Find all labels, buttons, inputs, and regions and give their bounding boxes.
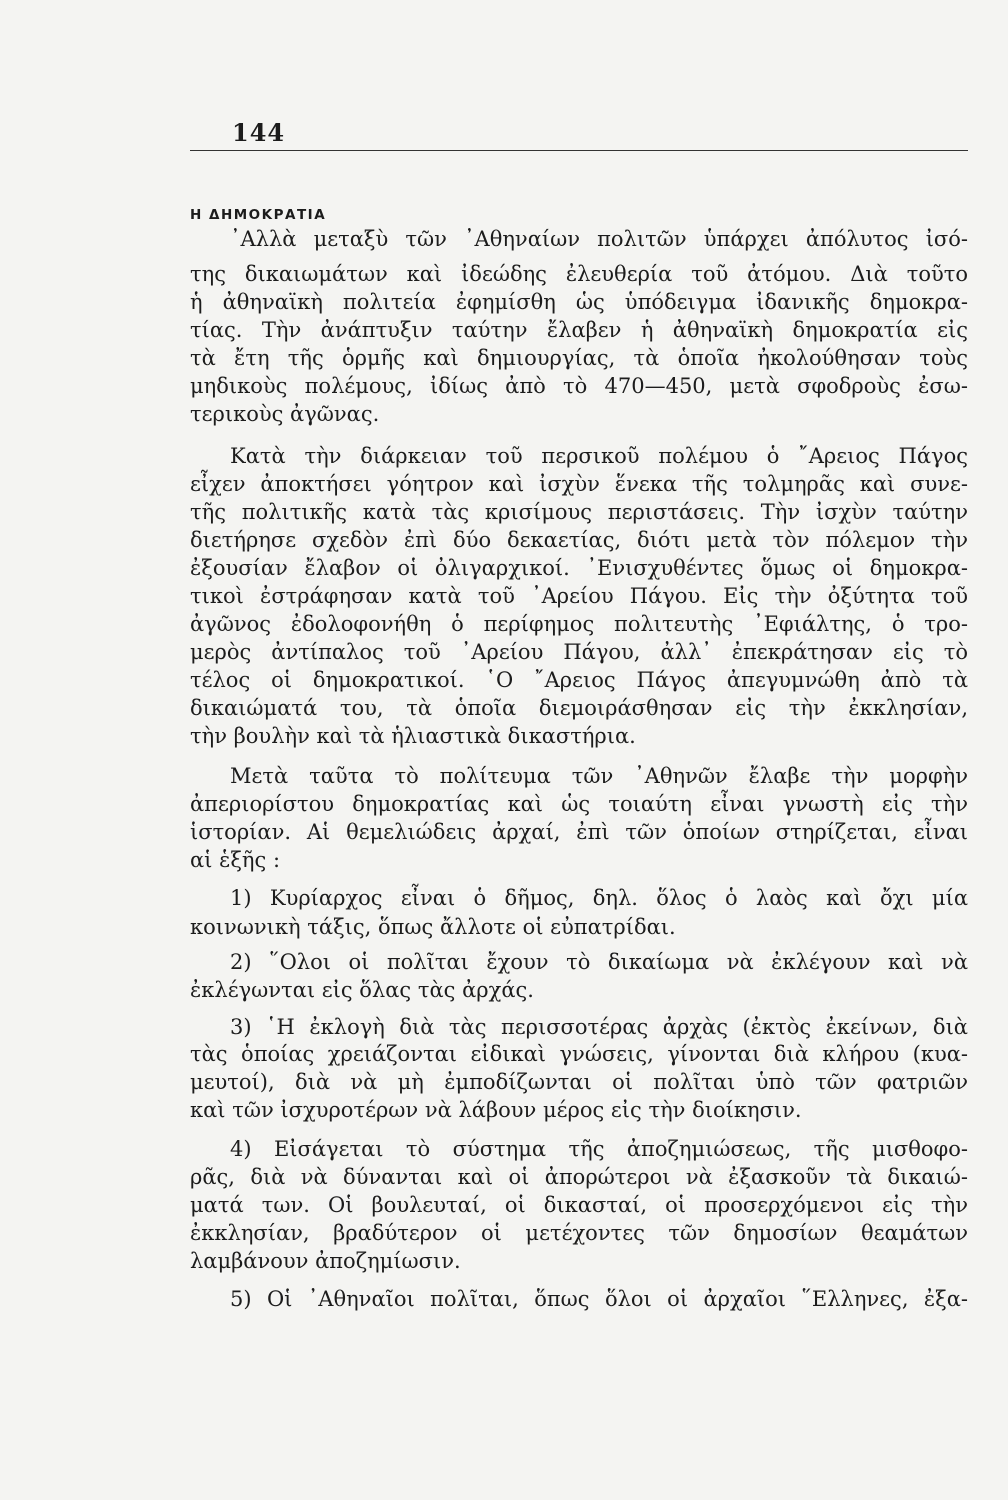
section-heading: Η ΔΗΜΟΚΡΑΤΙΑ [190, 207, 327, 223]
text-line: εἶχεν ἀποκτήσει γόητρον καὶ ἰσχὺν ἕνεκα τῆς τολμηρᾶς καὶ συνε- [190, 472, 968, 496]
text-line: διετήρησε σχεδὸν ἐπὶ δύο δεκαετίας, διότι μετὰ τὸν πόλεμον τὴν [190, 528, 968, 552]
text-line: 5) Οἱ ᾿Αθηναῖοι πολῖται, ὅπως ὅλοι οἱ ἀρχαῖοι ῞Ελληνες, ἐξα- [230, 1287, 968, 1311]
text-line: 3) ῾Η ἐκλογὴ διὰ τὰς περισσοτέρας ἀρχὰς (ἐκτὸς ἐκείνων, διὰ [230, 1015, 968, 1039]
text-line: τικοὶ ἐστράφησαν κατὰ τοῦ ᾿Αρείου Πάγου. Εἰς τὴν ὀξύτητα τοῦ [190, 584, 968, 608]
text-line: λαμβάνουν ἀποζημίωσιν. [190, 1249, 461, 1273]
text-line: 4) Εἰσάγεται τὸ σύστημα τῆς ἀποζημιώσεως, τῆς μισθοφο- [230, 1137, 968, 1161]
text-line: ἐξουσίαν ἔλαβον οἱ ὀλιγαρχικοί. ᾿Ενισχυθέντες ὅμως οἱ δημοκρα- [190, 556, 968, 580]
text-line: ἐκλέγωνται εἰς ὅλας τὰς ἀρχάς. [190, 978, 534, 1002]
text-line: τὰ ἔτη τῆς ὁρμῆς καὶ δημιουργίας, τὰ ὁποῖα ἠκολούθησαν τοὺς [190, 346, 968, 370]
text-line: μηδικοὺς πολέμους, ἰδίως ἀπὸ τὸ 470—450, μετὰ σφοδροὺς ἐσω- [190, 374, 968, 398]
text-line: τίας. Τὴν ἀνάπτυξιν ταύτην ἔλαβεν ἡ ἀθηναϊκὴ δημοκρατία εἰς [190, 318, 968, 342]
text-line: καὶ τῶν ἰσχυροτέρων νὰ λάβουν μέρος εἰς τὴν διοίκησιν. [190, 1098, 802, 1122]
text-line: τερικοὺς ἀγῶνας. [190, 402, 380, 426]
text-line: ἐκκλησίαν, βραδύτερον οἱ μετέχοντες τῶν δημοσίων θεαμάτων [190, 1221, 968, 1245]
text-line: μευτοί), διὰ νὰ μὴ ἐμποδίζωνται οἱ πολῖται ὑπὸ τῶν φατριῶν [190, 1070, 968, 1094]
text-line: Μετὰ ταῦτα τὸ πολίτευμα τῶν ᾿Αθηνῶν ἔλαβε τὴν μορφὴν [230, 764, 968, 788]
page-number: 144 [232, 118, 286, 147]
text-line: ἀγῶνος ἐδολοφονήθη ὁ περίφημος πολιτευτὴς ᾿Εφιάλτης, ὁ τρο- [190, 612, 968, 636]
text-line: δικαιώματά του, τὰ ὁποῖα διεμοιράσθησαν εἰς τὴν ἐκκλησίαν, [190, 696, 968, 720]
text-line: αἱ ἑξῆς : [190, 848, 281, 872]
text-line: ἀπεριορίστου δημοκρατίας καὶ ὡς τοιαύτη εἶναι γνωστὴ εἰς τὴν [190, 792, 968, 816]
header-rule [190, 150, 968, 151]
text-line: κοινωνικὴ τάξις, ὅπως ἄλλοτε οἱ εὐπατρίδαι. [190, 915, 676, 939]
text-line: ἱστορίαν. Αἱ θεμελιώδεις ἀρχαί, ἐπὶ τῶν ὁποίων στηρίζεται, εἶναι [190, 820, 968, 844]
text-line: ματά των. Οἱ βουλευταί, οἱ δικασταί, οἱ προσερχόμενοι εἰς τὴν [190, 1193, 968, 1217]
text-line: ρᾶς, διὰ νὰ δύνανται καὶ οἱ ἀπορώτεροι νὰ ἐξασκοῦν τὰ δικαιώ- [190, 1165, 968, 1189]
text-line: τέλος οἱ δημοκρατικοί. ῾Ο ῎Αρειος Πάγος ἀπεγυμνώθη ἀπὸ τὰ [190, 668, 968, 692]
text-line: τῆς πολιτικῆς κατὰ τὰς κρισίμους περιστάσεις. Τὴν ἰσχὺν ταύτην [190, 500, 968, 524]
text-line: τὰς ὁποίας χρειάζονται εἰδικαὶ γνώσεις, γίνονται διὰ κλήρου (κυα- [190, 1042, 968, 1066]
text-line: 1) Κυρίαρχος εἶναι ὁ δῆμος, δηλ. ὅλος ὁ λαὸς καὶ ὄχι μία [230, 886, 968, 910]
text-line: 2) ῞Ολοι οἱ πολῖται ἔχουν τὸ δικαίωμα νὰ ἐκλέγουν καὶ νὰ [230, 950, 968, 974]
text-line: τὴν βουλὴν καὶ τὰ ἡλιαστικὰ δικαστήρια. [190, 724, 636, 748]
text-line: της δικαιωμάτων καὶ ἰδεώδης ἐλευθερία τοῦ ἀτόμου. Διὰ τοῦτο [190, 262, 968, 286]
text-line: ᾿Αλλὰ μεταξὺ τῶν ᾿Αθηναίων πολιτῶν ὑπάρχει ἀπόλυτος ἰσό- [230, 227, 968, 251]
text-line: Κατὰ τὴν διάρκειαν τοῦ περσικοῦ πολέμου ὁ ῎Αρειος Πάγος [230, 444, 968, 468]
text-line: ἡ ἀθηναϊκὴ πολιτεία ἐφημίσθη ὡς ὑπόδειγμα ἰδανικῆς δημοκρα- [190, 290, 968, 314]
text-line: μερὸς ἀντίπαλος τοῦ ᾿Αρείου Πάγου, ἀλλ᾿ ἐπεκράτησαν εἰς τὸ [190, 640, 968, 664]
